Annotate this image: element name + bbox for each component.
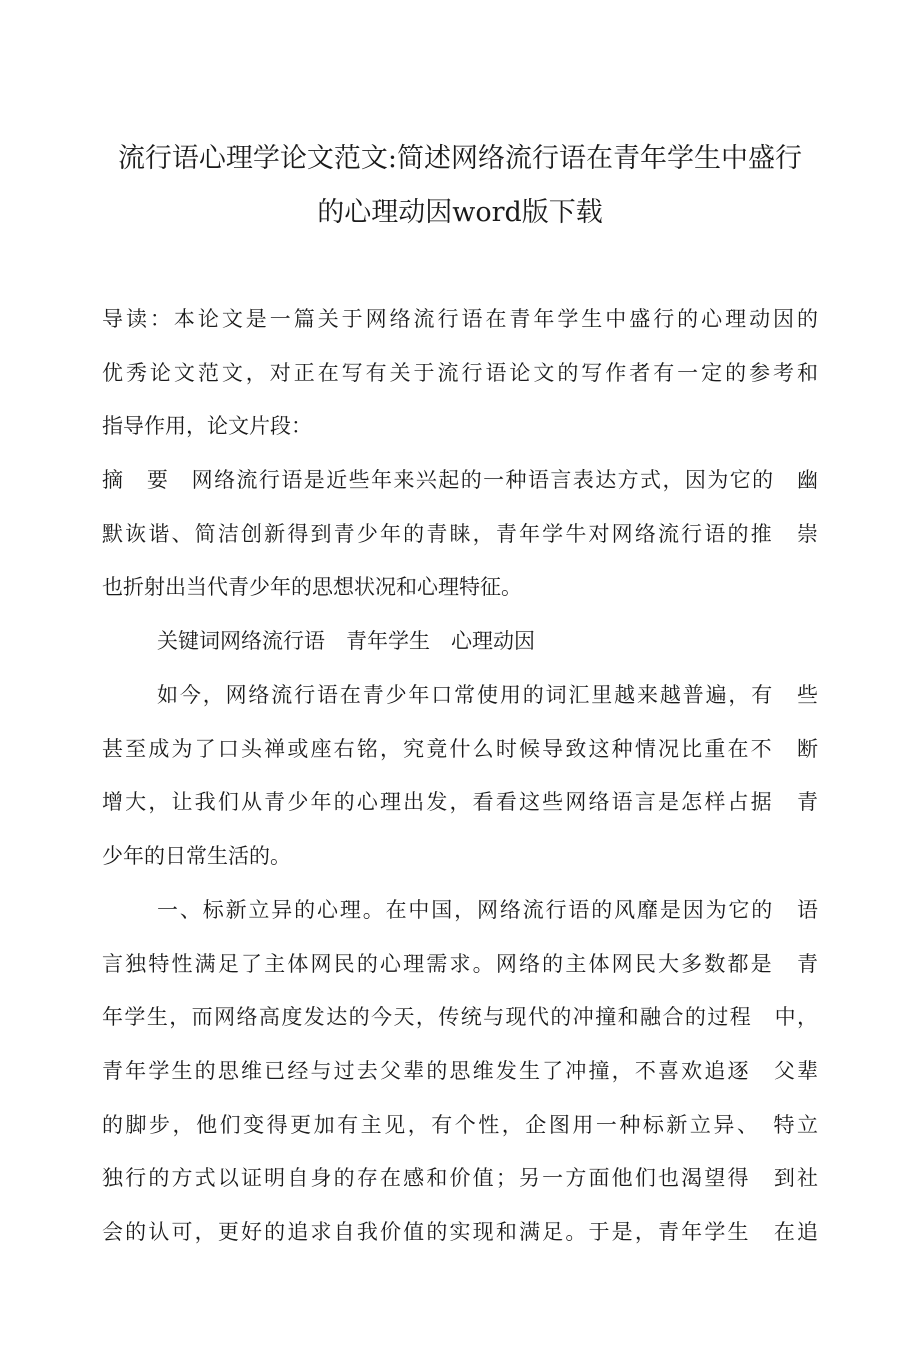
keywords-line: 关键词网络流行语 青年学生 心理动因 bbox=[157, 629, 535, 653]
paragraph-1-line: 如今，网络流行语在青少年口常使用的词汇里越来越普遍，有 些 bbox=[157, 683, 818, 707]
paragraph-1-line: 少年的日常生活的。 bbox=[102, 844, 291, 868]
paragraph-2-line: 的脚步，他们变得更加有主见，有个性，企图用一种标新立异、 特立 bbox=[102, 1113, 818, 1137]
abstract-line: 也折射出当代青少年的思想状况和心理特征。 bbox=[102, 575, 522, 599]
abstract-line: 默诙谐、简洁创新得到青少年的青睐，青年学牛对网络流行语的推 崇 bbox=[102, 522, 818, 546]
intro-line: 指导作用，论文片段： bbox=[102, 414, 312, 438]
paragraph-2-line: 年学生，而网络高度发达的今天，传统与现代的冲撞和融合的过程 中， bbox=[102, 1005, 818, 1029]
paragraph-2-line: 青年学生的思维已经与过去父辈的思维发生了冲撞，不喜欢追逐 父辈 bbox=[102, 1059, 818, 1083]
paragraph-1-line: 增大，让我们从青少年的心理出发，看看这些网络语言是怎样占据 青 bbox=[102, 790, 818, 814]
paragraph-2-line: 一、标新立异的心理。在中国，网络流行语的风靡是因为它的 语 bbox=[157, 898, 818, 922]
paragraph-1-line: 甚至成为了口头禅或座右铭，究竟什么时候导致这种情况比重在不 断 bbox=[102, 737, 818, 761]
abstract-line: 摘 要 网络流行语是近些年来兴起的一种语言表达方式，因为它的 幽 bbox=[102, 468, 818, 492]
paragraph-2-line: 会的认可，更好的追求自我价值的实现和满足。于是，青年学生 在追 bbox=[102, 1220, 818, 1244]
paragraph-2-line: 言独特性满足了主体网民的心理需求。网络的主体网民大多数都是 青 bbox=[102, 952, 818, 976]
intro-line: 导读：本论文是一篇关于网络流行语在青年学生中盛行的心理动因的 bbox=[102, 307, 818, 331]
paragraph-2-line: 独行的方式以证明自身的存在感和价值；另一方面他们也渴望得 到社 bbox=[102, 1166, 818, 1190]
intro-line: 优秀论文范文，对正在写有关于流行语论文的写作者有一定的参考和 bbox=[102, 361, 818, 385]
document-title-line-2: 的心理动因word版下载 bbox=[317, 197, 603, 228]
document-title-line-1: 流行语心理学论文范文:简述网络流行语在青年学生中盛行 bbox=[117, 143, 803, 174]
